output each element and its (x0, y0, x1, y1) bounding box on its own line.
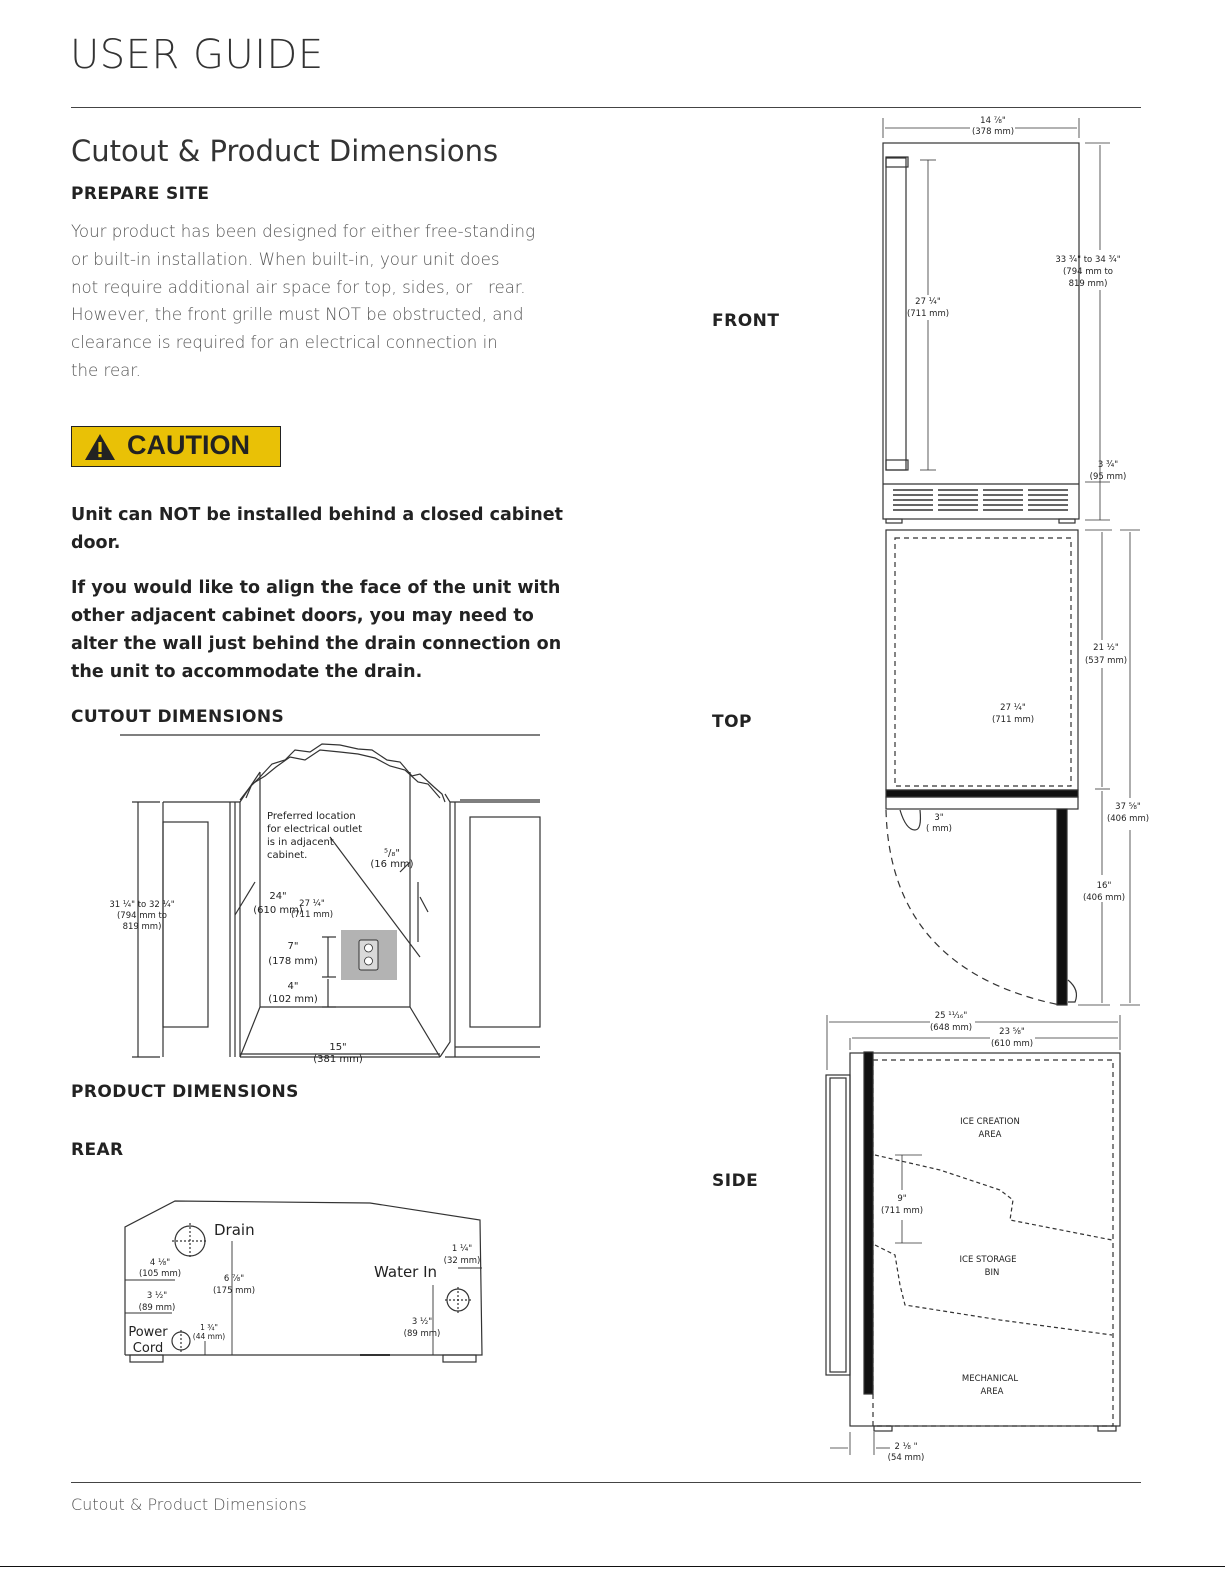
top-view-drawing (886, 530, 1140, 1005)
front-view-drawing (883, 118, 1110, 523)
outlet-floor: 4" (287, 981, 299, 992)
cutout-height-mm-2: 819 mm) (122, 922, 162, 932)
power-offset: 3 ½" (146, 1291, 168, 1301)
outlet-note-line: is in adjacent (267, 837, 334, 848)
intro-paragraph (71, 218, 561, 385)
warning-triangle-icon (84, 433, 116, 461)
mechanical-label: MECHANICAL (961, 1374, 1019, 1384)
ice-creation-label-2: AREA (978, 1130, 1002, 1140)
rear-view-diagram (110, 1195, 490, 1375)
water-height-mm: (89 mm) (403, 1329, 441, 1339)
drain-port-icon (172, 1223, 208, 1259)
intro-line: clearance is required for an electrical connection in (71, 333, 498, 353)
top-door-gap-mm: ( mm) (926, 824, 952, 834)
drain-height-mm: (175 mm) (212, 1286, 256, 1296)
drain-height: 6 ⅞" (223, 1274, 245, 1284)
side-overall-mm: (648 mm) (929, 1023, 973, 1033)
side-nine: 9" (897, 1194, 907, 1204)
product-dimensions-heading: PRODUCT DIMENSIONS (71, 1082, 299, 1102)
mechanical-label-2: AREA (980, 1387, 1004, 1397)
outlet-note-line: Preferred location (267, 811, 356, 822)
cutout-height-mm: (794 mm to (116, 911, 168, 921)
power-height: 1 ¾" (200, 1323, 218, 1332)
top-door-mm: (406 mm) (1082, 893, 1126, 903)
footer-text: Cutout & Product Dimensions (71, 1495, 307, 1514)
top-total-mm: (406 mm) (1106, 814, 1150, 824)
gap-dimension: ⁵/₈" (384, 848, 400, 859)
top-view-label: TOP (712, 712, 753, 732)
water-in-port-icon (445, 1287, 471, 1313)
ice-storage-label: ICE STORAGE (959, 1255, 1017, 1265)
top-total: 37 ⅝" (1115, 802, 1141, 812)
front-height-mm-2: 819 mm) (1068, 279, 1108, 289)
footer-divider (71, 1482, 1141, 1483)
side-feet-mm: (54 mm) (887, 1453, 925, 1463)
water-side: 1 ¼" (451, 1244, 473, 1254)
gap-dimension-mm: (16 mm) (370, 859, 414, 870)
caution-banner (71, 426, 281, 467)
water-height: 3 ½" (411, 1317, 433, 1327)
warning-closed-cabinet: Unit can NOT be installed behind a closed cabinet door. (71, 505, 563, 553)
top-door-gap: 3" (934, 813, 944, 823)
drain-label: Drain (214, 1221, 255, 1239)
front-grille: 3 ¾" (1097, 460, 1119, 470)
drain-offset: 4 ⅛" (149, 1258, 171, 1268)
front-grille-mm: (95 mm) (1089, 472, 1127, 482)
side-nine-mm: (711 mm) (880, 1206, 924, 1216)
ice-storage-label-2: BIN (984, 1268, 1000, 1278)
warning-align-face: If you would like to align the face of the unit with other adjacent cabinet doors, you may need to alter the wall just behind the drain connection on the unit to accommodate the drain. (71, 578, 562, 682)
power-cord-label-2: Cord (132, 1341, 164, 1356)
front-view-label: FRONT (712, 311, 780, 331)
cutout-dimensions-heading: CUTOUT DIMENSIONS (71, 707, 285, 727)
intro-line: or built-in installation. When built-in, your unit does (71, 249, 500, 269)
power-cord-port-icon (172, 1330, 190, 1352)
product-dimension-diagrams (800, 110, 1160, 1470)
intro-line: the rear. (71, 360, 141, 380)
power-cord-label: Power (128, 1325, 168, 1340)
front-width: 14 ⅞" (980, 116, 1006, 126)
front-handle-mm: (711 mm) (906, 309, 950, 319)
side-view-drawing (826, 1015, 1120, 1455)
cutout-width-mm: (381 mm) (313, 1054, 363, 1065)
header-divider (71, 107, 1141, 108)
drain-offset-mm: (105 mm) (138, 1269, 182, 1279)
section-title: Cutout & Product Dimensions (71, 134, 499, 168)
top-depth-mm: (711 mm) (991, 715, 1035, 725)
intro-line: not require additional air space for top, sides, or rear. (71, 277, 526, 297)
cutout-diagram (100, 732, 545, 1072)
outlet-icon (359, 940, 378, 970)
front-handle: 27 ¼" (915, 297, 941, 307)
page-bottom-border (0, 1566, 1225, 1567)
ice-creation-label: ICE CREATION (960, 1117, 1020, 1127)
caution-label: CAUTION (127, 430, 250, 460)
side-body: 23 ⅝" (999, 1027, 1025, 1037)
top-depth: 27 ¼" (1000, 703, 1026, 713)
cutout-width: 15" (329, 1042, 347, 1053)
front-height-mm: (794 mm to (1062, 267, 1114, 277)
depth-24-mm: (610 mm) (253, 905, 303, 916)
depth-27-mm: (711 mm) (290, 910, 334, 920)
power-offset-mm: (89 mm) (138, 1303, 176, 1313)
outlet-height-mm: (178 mm) (268, 956, 318, 967)
outlet-floor-mm: (102 mm) (268, 994, 318, 1005)
prepare-site-heading: PREPARE SITE (71, 184, 210, 204)
water-in-label: Water In (374, 1263, 438, 1281)
depth-27: 27 ¼" (299, 899, 325, 909)
outlet-note-line: cabinet. (267, 850, 308, 861)
side-view-label: SIDE (712, 1171, 759, 1191)
power-height-mm: (44 mm) (192, 1332, 226, 1341)
top-door: 16" (1096, 881, 1112, 891)
cutout-height: 31 ¼" to 32 ¼" (109, 900, 175, 910)
side-overall: 25 ¹¹⁄₁₆" (934, 1011, 968, 1021)
outlet-height: 7" (287, 941, 299, 952)
intro-line: However, the front grille must NOT be obstructed, and (71, 305, 524, 325)
page-title: USER GUIDE (70, 32, 324, 78)
water-side-mm: (32 mm) (443, 1256, 481, 1266)
side-body-mm: (610 mm) (990, 1039, 1034, 1049)
front-width-mm: (378 mm) (971, 127, 1015, 137)
side-feet: 2 ⅛ " (894, 1442, 918, 1452)
top-cabinet-mm: (537 mm) (1084, 656, 1128, 666)
front-height: 33 ¾" to 34 ¾" (1055, 255, 1121, 265)
rear-heading: REAR (71, 1140, 124, 1160)
depth-24: 24" (269, 891, 287, 902)
top-cabinet: 21 ½" (1093, 643, 1119, 653)
intro-line: Your product has been designed for either free-standing (71, 222, 536, 241)
outlet-note-line: for electrical outlet (267, 824, 363, 835)
